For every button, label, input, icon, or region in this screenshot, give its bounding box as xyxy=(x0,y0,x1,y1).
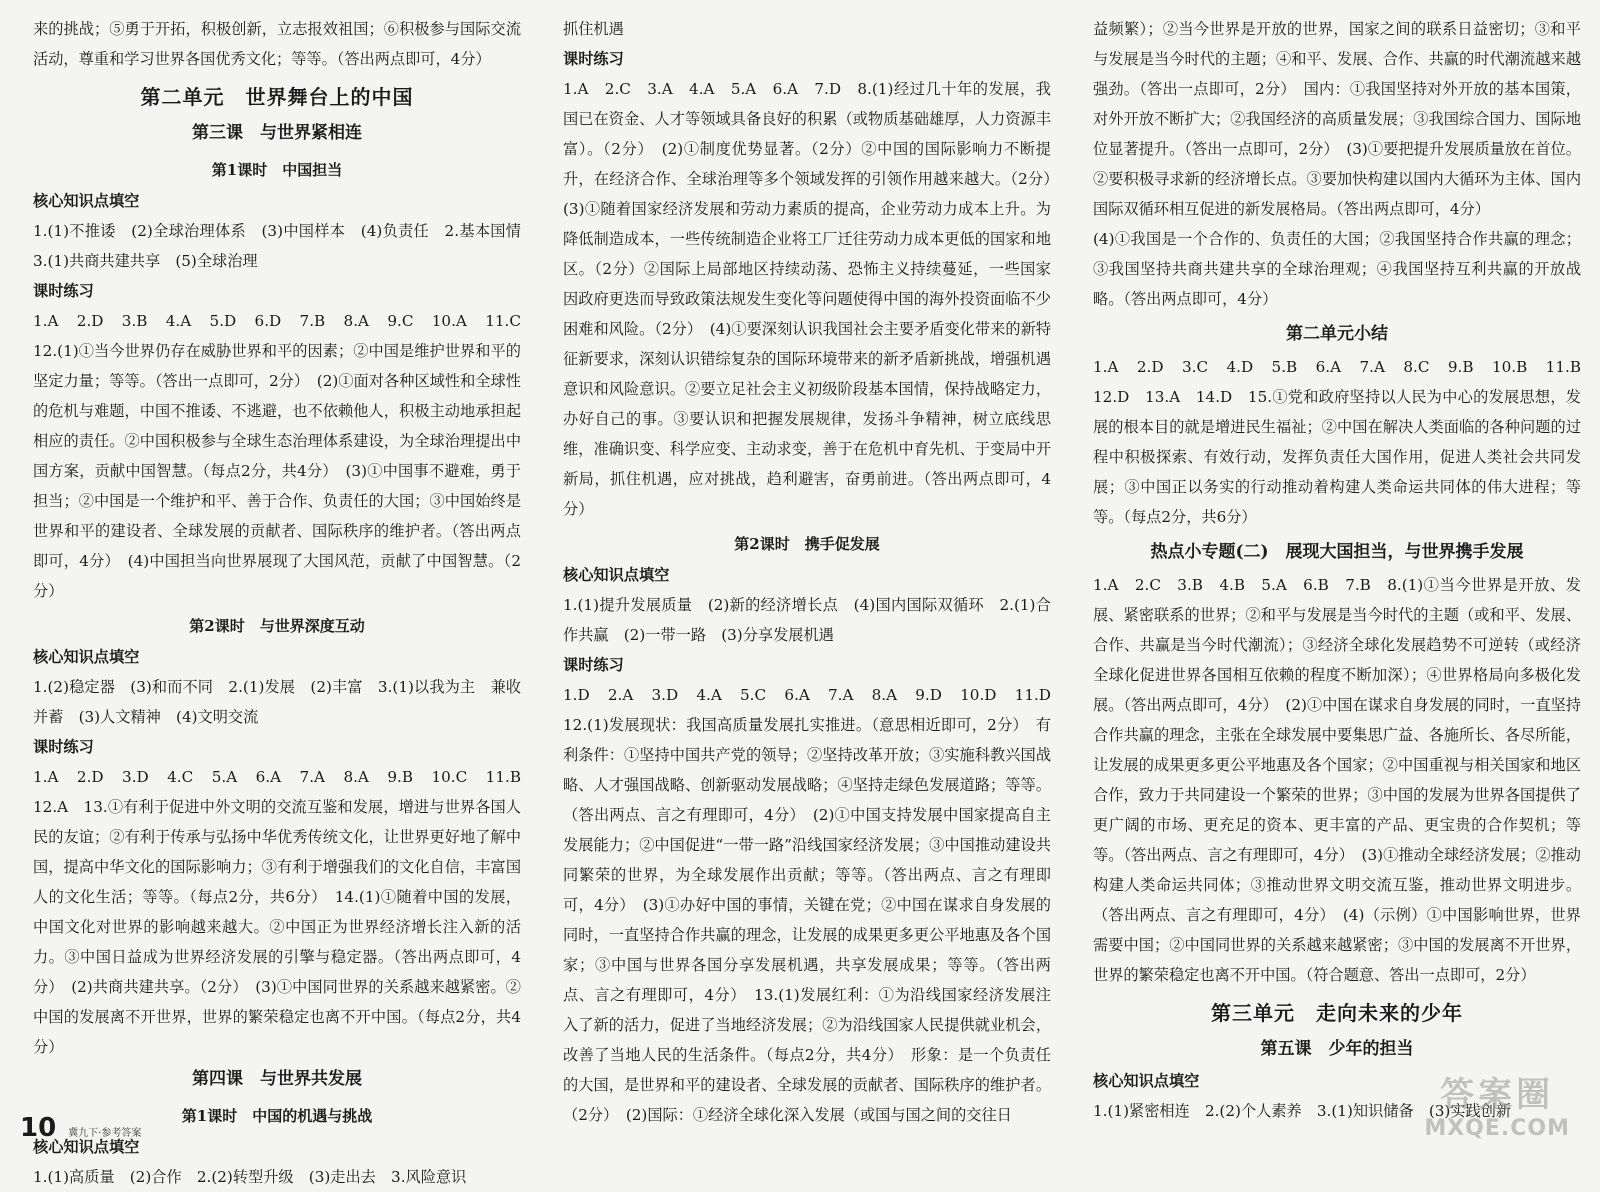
period-heading: 第1课时 中国的机遇与挑战 xyxy=(181,1107,373,1125)
lesson-heading: 第三课 与世界紧相连 xyxy=(192,123,362,143)
paragraph: 1.D 2.A 3.D 4.A 5.C 6.A 7.A 8.A 9.D 10.D 11.D 12.(1)发展现状：我国高质量发展扎实推进。（意思相近即可，2分） 有利条件：①坚持中国共产党的领导；②坚持改革开放；③实施科教兴国战略、人才强国战略、创新驱动发展战略；④坚持走绿色发展道路；等等。（答出两点、言之有理即可，4分） (2)①中国支持发展中国家提高自主发展能力；②中国促进“一带一路”沿线国家经济发展；③中国推动建设共同繁荣的世界，为全球发展作出贡献；等等。（答出两点、言之有理即可，4分） (3)①办好中国的事情，关键在党；②中国在谋求自身发展的同时，一直坚持合作共赢的理念，让发展的成果更多更公平地惠及各个国家；③中国与世界各国分享发展机遇，共享发展成果；等等。（答出两点、言之有理即可，4分） 13.(1)发展红利：①为沿线国家经济发展注入了新的活力，促进了当地经济发展；②为沿线国家人民提供就业机会，改善了当地人民的生活条件。（每点2分，共4分） 形象：是一个负责任的大国，是世界和平的建设者、全球发展的贡献者、国际秩序的维护者。（2分） (2)国际：①经济全球化深入发展（或国与国之间的交往日 xyxy=(563,686,1067,1124)
watermark-logo: 答案圈 xyxy=(1440,1075,1555,1115)
paragraph: 1.(2)稳定器 (3)和而不同 2.(1)发展 (2)丰富 3.(1)以我为主 兼收并蓄 (3)人文精神 (4)文明交流 xyxy=(33,678,521,726)
book-label: 冀九下·参考答案 xyxy=(68,1128,142,1139)
page-footer xyxy=(20,1113,141,1143)
paragraph: (4)①我国是一个合作的、负责任的大国；②我国坚持合作共赢的理念；③我国坚持共商共建共享的全球治理观；④我国坚持互利共赢的开放战略。（答出两点即可，4分） xyxy=(1093,230,1581,308)
lesson-heading: 第四课 与世界共发展 xyxy=(192,1069,362,1089)
column-left xyxy=(33,14,537,1192)
paragraph: 1.A 2.C 3.A 4.A 5.A 6.A 7.D 8.(1)经过几十年的发展，我国已在资金、人才等领域具备良好的积累（或物质基础雄厚，人力资源丰富）。（2分） (2)①制度优势显著。（2分）②中国的国际影响力不断提升，在经济合作、全球治理等多个领域发挥的引领作用越来越大。（2分） (3)①随着国家经济发展和劳动力素质的提高，企业劳动力成本上升。为降低制造成本，一些传统制造企业将工厂迁往劳动力成本更低的国家和地区。（2分）②国际上局部地区持续动荡、恐怖主义持续蔓延，一些国家因政府更迭而导致政策法规发生变化等问题使得中国的海外投资面临不少困难和风险。（2分） (4)①要深刻认识我国社会主要矛盾变化带来的新特征新要求，深刻认识错综复杂的国际环境带来的新矛盾新挑战，增强机遇意识和风险意识。②要立足社会主义初级阶段基本国情，保持战略定力，办好自己的事。③要认识和把握发展规律，发扬斗争精神，树立底线思维，准确识变、科学应变、主动求变，善于在危机中育先机、于变局中开新局，抓住机遇，应对挑战，趋利避害，奋勇前进。（答出两点即可，4分） xyxy=(563,80,1067,518)
paragraph: 1.A 2.D 3.C 4.D 5.B 6.A 7.A 8.C 9.B 10.B 11.B 12.D 13.A 14.D 15.①党和政府坚持以人民为中心的发展思想，发展的根本目的就是增进民生福祉；②中国在解决人类面临的各种问题的过程中积极探索、有效行动，发挥负责任大国作用，促进人类社会共同发展；③中国正以务实的行动推动着构建人类命运共同体的伟大进程；等等。（每点2分，共6分） xyxy=(1093,358,1597,526)
watermark-url: MXQE.COM xyxy=(1424,1116,1570,1141)
section-label: 课时练习 xyxy=(33,282,94,300)
paragraph: 1.(1)高质量 (2)合作 2.(2)转型升级 (3)走出去 3.风险意识 xyxy=(33,1168,467,1186)
paragraph: 1.(1)提升发展质量 (2)新的经济增长点 (4)国内国际双循环 2.(1)合作共赢 (2)一带一路 (3)分享发展机遇 xyxy=(563,596,1051,644)
paragraph: 益频繁）；②当今世界是开放的世界，国家之间的联系日益密切；③和平与发展是当今时代的主题；④和平、发展、合作、共赢的时代潮流越来越强劲。（答出一点即可，2分） 国内：①我国坚持对外开放的基本国策，对外开放不断扩大；②我国经济的高质量发展；③我国综合国力、国际地位显著提升。（答出一点即可，2分） (3)①要把提升发展质量放在首位。②要积极寻求新的经济增长点。③要加快构建以国内大循环为主体、国内国际双循环相互促进的新发展格局。（答出两点即可，4分） xyxy=(1093,20,1581,218)
paragraph: 来的挑战；⑤勇于开拓，积极创新，立志报效祖国；⑥积极参与国际交流活动，尊重和学习世界各国优秀文化；等等。（答出两点即可，4分） xyxy=(33,20,521,68)
column-middle xyxy=(563,14,1067,1130)
paragraph: 1.A 2.D 3.D 4.C 5.A 6.A 7.A 8.A 9.B 10.C 11.B 12.A 13.①有利于促进中外文明的交流互鉴和发展，增进与世界各国人民的友谊；②有利于传承与弘扬中华优秀传统文化，让世界更好地了解中国，提高中华文化的国际影响力；③有利于增强我们的文化自信，丰富国人的文化生活；等等。（每点2分，共6分） 14.(1)①随着中国的发展，中国文化对世界的影响越来越大。②中国正为世界经济增长注入新的活力。③中国日益成为世界经济发展的引擎与稳定器。（答出两点即可，4分） (2)共商共建共享。（2分） (3)①中国同世界的关系越来越紧密。②中国的发展离不开世界，世界的繁荣稳定也离不开中国。（每点2分，共4分） xyxy=(33,768,537,1056)
paragraph: 1.A 2.C 3.B 4.B 5.A 6.B 7.B 8.(1)①当今世界是开放、发展、紧密联系的世界；②和平与发展是当今时代的主题（或和平、发展、合作、共赢是当今时代潮流）；③经济全球化发展趋势不可逆转（或经济全球化促进世界各国相互依赖的程度不断加深）；④世界格局向多极化发展。（答出两点即可，4分） (2)①中国在谋求自身发展的同时，一直坚持合作共赢的理念，主张在全球发展中要集思广益、各施所长、各尽所能，让发展的成果更多更公平地惠及各个国家；②中国重视与相关国家和地区合作，致力于共同建设一个繁荣的世界；③中国的发展为世界各国提供了更广阔的市场、更充足的资本、更丰富的产品、更宝贵的合作契机；等等。（答出两点、言之有理即可，4分） (3)①推动全球经济发展；②推动构建人类命运共同体；③推动世界文明交流互鉴，推动世界文明进步。（答出两点、言之有理即可，4分） (4)（示例）①中国影响世界，世界需要中国；②中国同世界的关系越来越紧密；③中国的发展离不开世界，世界的繁荣稳定也离不开中国。（符合题意、答出一点即可，2分） xyxy=(1093,576,1581,984)
lesson-heading: 第五课 少年的担当 xyxy=(1260,1039,1414,1059)
section-label: 课时练习 xyxy=(33,738,94,756)
watermark xyxy=(1424,1067,1570,1141)
period-heading: 第2课时 与世界深度互动 xyxy=(189,617,365,635)
page-number: 10 xyxy=(20,1113,57,1143)
period-heading: 第1课时 中国担当 xyxy=(211,161,343,179)
paragraph: 抓住机遇 xyxy=(563,20,624,38)
hot-topic-heading: 热点小专题(二) 展现大国担当，与世界携手发展 xyxy=(1150,542,1524,562)
section-label: 核心知识点填空 xyxy=(33,648,140,666)
section-label: 核心知识点填空 xyxy=(33,1138,140,1156)
period-heading: 第2课时 携手促发展 xyxy=(734,535,880,553)
section-label: 核心知识点填空 xyxy=(33,192,140,210)
section-label: 核心知识点填空 xyxy=(563,566,670,584)
section-label: 核心知识点填空 xyxy=(1093,1072,1200,1090)
column-right xyxy=(1093,14,1597,1126)
unit-heading: 第三单元 走向未来的少年 xyxy=(1211,1001,1463,1025)
paragraph: 1.A 2.D 3.B 4.A 5.D 6.D 7.B 8.A 9.C 10.A 11.C 12.(1)①当今世界仍存在威胁世界和平的因素；②中国是维护世界和平的坚定力量；等等。（答出一点即可，2分） (2)①面对各种区域性和全球性的危机与难题，中国不推诿、不逃避，也不依赖他人，积极主动地承担起相应的责任。②中国积极参与全球生态治理体系建设，为全球治理提出中国方案，贡献中国智慧。（每点2分，共4分） (3)①中国事不避难，勇于担当；②中国是一个维护和平、善于合作、负责任的大国；③中国始终是世界和平的建设者、全球发展的贡献者、国际秩序的维护者。（答出两点即可，4分） (4)中国担当向世界展现了大国风范，贡献了中国智慧。（2分） xyxy=(33,312,537,600)
unit-summary-heading: 第二单元小结 xyxy=(1286,324,1388,344)
section-label: 课时练习 xyxy=(563,50,624,68)
unit-heading: 第二单元 世界舞台上的中国 xyxy=(140,85,414,109)
paragraph: 1.(1)不推诿 (2)全球治理体系 (3)中国样本 (4)负责任 2.基本国情 3.(1)共商共建共享 (5)全球治理 xyxy=(33,222,537,270)
paragraph: 1.(1)紧密相连 2.(2)个人素养 3.(1)知识储备 (3)实践创新 xyxy=(1093,1102,1512,1120)
section-label: 课时练习 xyxy=(563,656,624,674)
